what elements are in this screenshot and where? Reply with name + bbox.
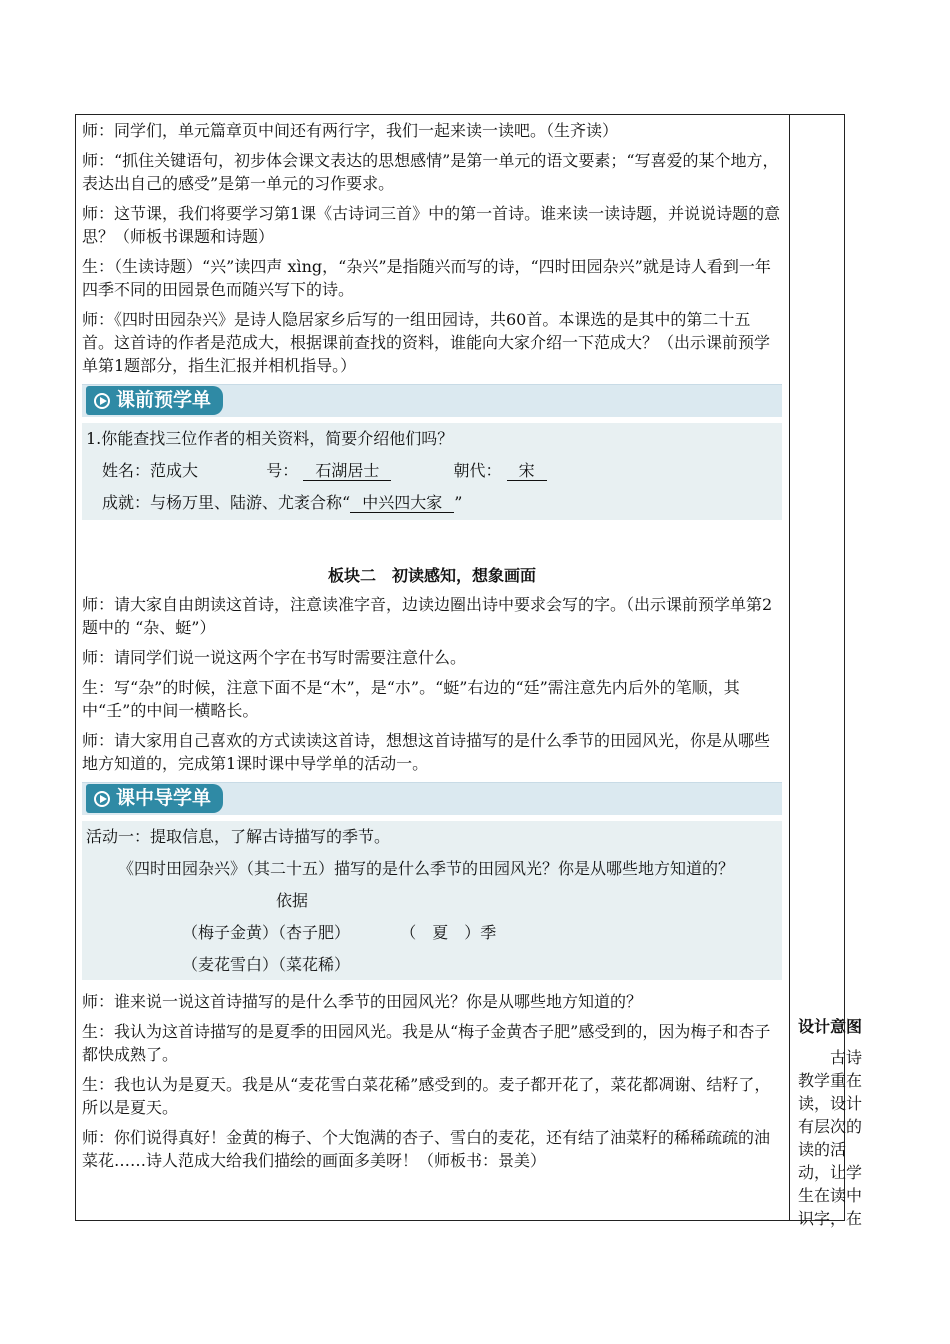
achievement-row <box>86 491 778 514</box>
paragraph: 师：你们说得真好！金黄的梅子、个大饱满的杏子、雪白的麦花，还有结了油菜籽的稀稀疏疏的油菜花……诗人范成大给我们描绘的画面多美呀！（师板书：景美） <box>82 1128 771 1170</box>
paragraph: 师：“抓住关键语句，初步体会课文表达的思想感情”是第一单元的语文要素；“写喜爱的某个地方，表达出自己的感受”是第一单元的习作要求。 <box>82 151 779 193</box>
paragraph: 师：请大家自由朗读这首诗，注意读准字音，边读边圈出诗中要求会写的字。（出示课前预学单第2题中的 “杂、蜓”） <box>82 595 773 637</box>
main-column <box>82 115 782 1179</box>
play-circle-icon <box>94 791 110 807</box>
section-title: 板块二 初读感知，想象画面 <box>327 566 536 585</box>
paragraph: 师：同学们，单元篇章页中间还有两行字，我们一起来读一读吧。（生齐读） <box>82 121 619 140</box>
dynasty-value: 宋 <box>507 461 547 481</box>
evidence-1: （梅子金黄）（杏子肥） <box>182 923 351 942</box>
activity-row-1 <box>86 921 778 944</box>
activity-row-2: （麦花雪白）（菜花稀） <box>182 955 351 974</box>
paragraph: 师：请同学们说一说这两个字在书写时需要注意什么。 <box>82 648 467 667</box>
activity-title: 活动一：提取信息，了解古诗描写的季节。 <box>86 827 391 846</box>
play-circle-icon <box>94 393 110 409</box>
paragraph: 师：这节课，我们将要学习第1课《古诗词三首》中的第一首诗。谁来读一读诗题，并说说诗题的意思？（师板书课题和诗题） <box>82 204 781 246</box>
achievement-value: 中兴四大家 <box>350 493 454 513</box>
author-info-row <box>86 459 778 482</box>
lesson-table <box>75 114 863 1228</box>
dynasty-label: 朝代： <box>453 461 502 480</box>
design-intent-body: 古诗教学重在读，设计有层次的读的活动，让学生在读中识字，在 <box>798 1048 863 1228</box>
name-label: 姓名：范成大 <box>102 461 199 480</box>
paragraph: 生：（生读诗题）“兴”读四声 xìng，“杂兴”是指随兴而写的诗，“四时田园杂兴”就是诗人看到一年四季不同的田园景色而随兴写下的诗。 <box>82 257 771 299</box>
activity-basis: 依据 <box>276 891 309 910</box>
hao-value: 石湖居士 <box>303 461 391 481</box>
inclass-banner <box>82 782 782 815</box>
banner-tag <box>86 386 223 415</box>
design-intent-heading: 设计意图 <box>798 1017 863 1036</box>
paragraph: 生：写“杂”的时候，注意下面不是“木”，是“朩”。“蜓”右边的“廷”需注意先内后外的笔顺，其中“壬”的中间一横略长。 <box>82 678 740 720</box>
banner-tag <box>86 784 223 813</box>
column-divider <box>789 115 790 1220</box>
paragraph: 生：我也认为是夏天。我是从“麦花雪白菜花稀”感受到的。麦子都开花了，菜花都凋谢、结籽了，所以是夏天。 <box>82 1075 771 1117</box>
paragraph: 师：《四时田园杂兴》是诗人隐居家乡后写的一组田园诗，共60首。本课选的是其中的第二十五首。这首诗的作者是范成大，根据课前查找的资料，谁能向大家介绍一下范成大？（出示课前预学单第1题部分，指生汇报并相机指导。） <box>82 310 771 375</box>
activity-question: 《四时田园杂兴》（其二十五）描写的是什么季节的田园风光？你是从哪些地方知道的？ <box>118 859 735 878</box>
paragraph: 师：谁来说一说这首诗描写的是什么季节的田园风光？你是从哪些地方知道的？ <box>82 992 643 1011</box>
banner-label: 课前预学单 <box>116 389 212 411</box>
prestudy-question: 1.你能查找三位作者的相关资料，简要介绍他们吗？ <box>86 429 454 448</box>
paragraph: 生：我认为这首诗描写的是夏季的田园风光。我是从“梅子金黄杏子肥”感受到的，因为梅子和杏子都快成熟了。 <box>82 1022 771 1064</box>
prestudy-box <box>82 423 782 520</box>
paragraph: 师：请大家用自己喜欢的方式读读这首诗，想想这首诗描写的是什么季节的田园风光，你是从哪些地方知道的，完成第1课时课中导学单的活动一。 <box>82 731 771 773</box>
activity-box <box>82 821 782 980</box>
hao-label: 号： <box>266 461 299 480</box>
prestudy-banner <box>82 384 782 417</box>
achievement-end: ” <box>454 493 463 512</box>
design-intent-column <box>794 1015 863 1230</box>
season-answer: （ 夏 ）季 <box>400 923 497 942</box>
banner-label: 课中导学单 <box>116 787 212 809</box>
achievement-label: 成就：与杨万里、陆游、尤袤合称“ <box>102 493 351 512</box>
